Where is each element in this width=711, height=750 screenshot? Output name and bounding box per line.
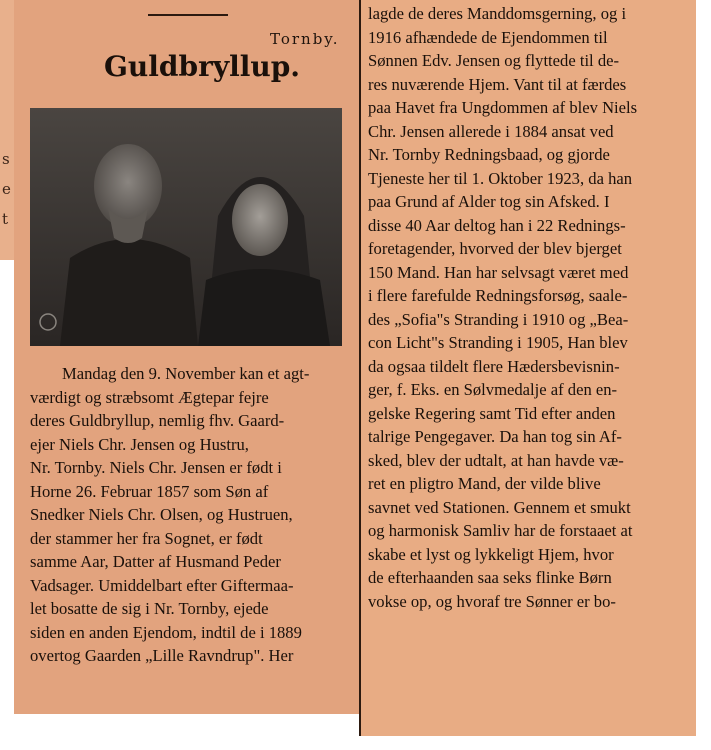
text-line: Mandag den 9. November kan et agt-: [62, 364, 310, 383]
text-line: siden en anden Ejendom, indtil de i 1889: [30, 622, 302, 642]
text-line: foretagender, hvorved der blev bjerget: [368, 239, 622, 258]
text-line: let bosatte de sig i Nr. Tornby, ejede: [30, 599, 269, 618]
text-line: Horne 26. Februar 1857 som Søn af: [30, 481, 269, 501]
text-line: Sønnen Edv. Jensen og flyttede til de-: [368, 51, 620, 70]
text-line: i flere farefulde Redningsforsøg, saale-: [368, 286, 628, 305]
text-line: disse 40 Aar deltog han i 22 Rednings-: [368, 215, 626, 235]
text-line: savnet ved Stationen. Gennem et smukt: [368, 497, 631, 517]
text-line: lagde de deres Manddomsgerning, og i: [368, 4, 627, 23]
text-line: gelske Regering samt Tid efter anden: [368, 403, 616, 423]
text-line: og harmonisk Samliv har de forstaaet at: [368, 521, 633, 540]
text-line: deres Guldbryllup, nemlig fhv. Gaard-: [30, 411, 285, 430]
text-line: ger, f. Eks. en Sølvmedalje af den en-: [368, 380, 618, 399]
margin-fragment: e: [2, 180, 11, 198]
text-line: 150 Mand. Han har selvsagt været med: [368, 262, 629, 282]
text-line: Vadsager. Umiddelbart efter Giftermaa-: [30, 575, 294, 595]
text-line: con Licht"s Stranding i 1905, Han blev: [368, 333, 628, 352]
couple-photo-image: [30, 108, 342, 346]
text-line: res nuværende Hjem. Vant til at færdes: [368, 74, 627, 94]
margin-fragment: t: [2, 210, 9, 228]
text-line: paa Havet fra Ungdommen af blev Niels: [368, 98, 638, 117]
text-line: værdigt og stræbsomt Ægtepar fejre: [30, 387, 269, 407]
dateline: Tornby.: [270, 30, 340, 48]
text-line: sked, blev der udtalt, at han havde væ-: [368, 450, 624, 470]
text-line: paa Grund af Alder tog sin Afsked. I: [368, 192, 610, 211]
text-line: samme Aar, Datter af Husmand Peder: [30, 552, 281, 571]
text-line: 1916 afhændede de Ejendommen til: [368, 27, 608, 47]
top-rule: [148, 14, 228, 16]
text-line: Nr. Tornby. Niels Chr. Jensen er født i: [30, 458, 282, 477]
text-line: skabe et lyst og lykkeligt Hjem, hvor: [368, 544, 614, 564]
text-line: ret en pligtro Mand, der vilde blive: [368, 474, 601, 493]
text-line: talrige Pengegaver. Da han tog sin Af-: [368, 427, 622, 446]
couple-photo: [30, 108, 342, 346]
text-line: der stammer her fra Sognet, er født: [30, 528, 263, 548]
text-line: Snedker Niels Chr. Olsen, og Hustruen,: [30, 505, 293, 524]
adjacent-column-fragment: [0, 0, 15, 260]
text-line: des „Sofia"s Stranding i 1910 og „Bea-: [368, 309, 629, 329]
margin-fragment: s: [2, 150, 10, 168]
headline: Guldbryllup.: [104, 50, 301, 83]
text-line: overtog Gaarden „Lille Ravndrup". Her: [30, 646, 294, 665]
text-line: de efterhaanden saa seks flinke Børn: [368, 568, 612, 587]
text-line: ejer Niels Chr. Jensen og Hustru,: [30, 434, 249, 454]
text-line: Nr. Tornby Redningsbaad, og gjorde: [368, 145, 610, 164]
text-line: vokse op, og hvoraf tre Sønner er bo-: [368, 591, 616, 611]
column-rule: [359, 0, 361, 736]
left-article-text: [30, 362, 348, 668]
text-line: Chr. Jensen allerede i 1884 ansat ved: [368, 121, 614, 141]
right-article-text: [368, 2, 690, 613]
text-line: Tjeneste her til 1. Oktober 1923, da han: [368, 168, 633, 188]
text-line: da ogsaa tildelt flere Hædersbevisnin-: [368, 356, 620, 376]
